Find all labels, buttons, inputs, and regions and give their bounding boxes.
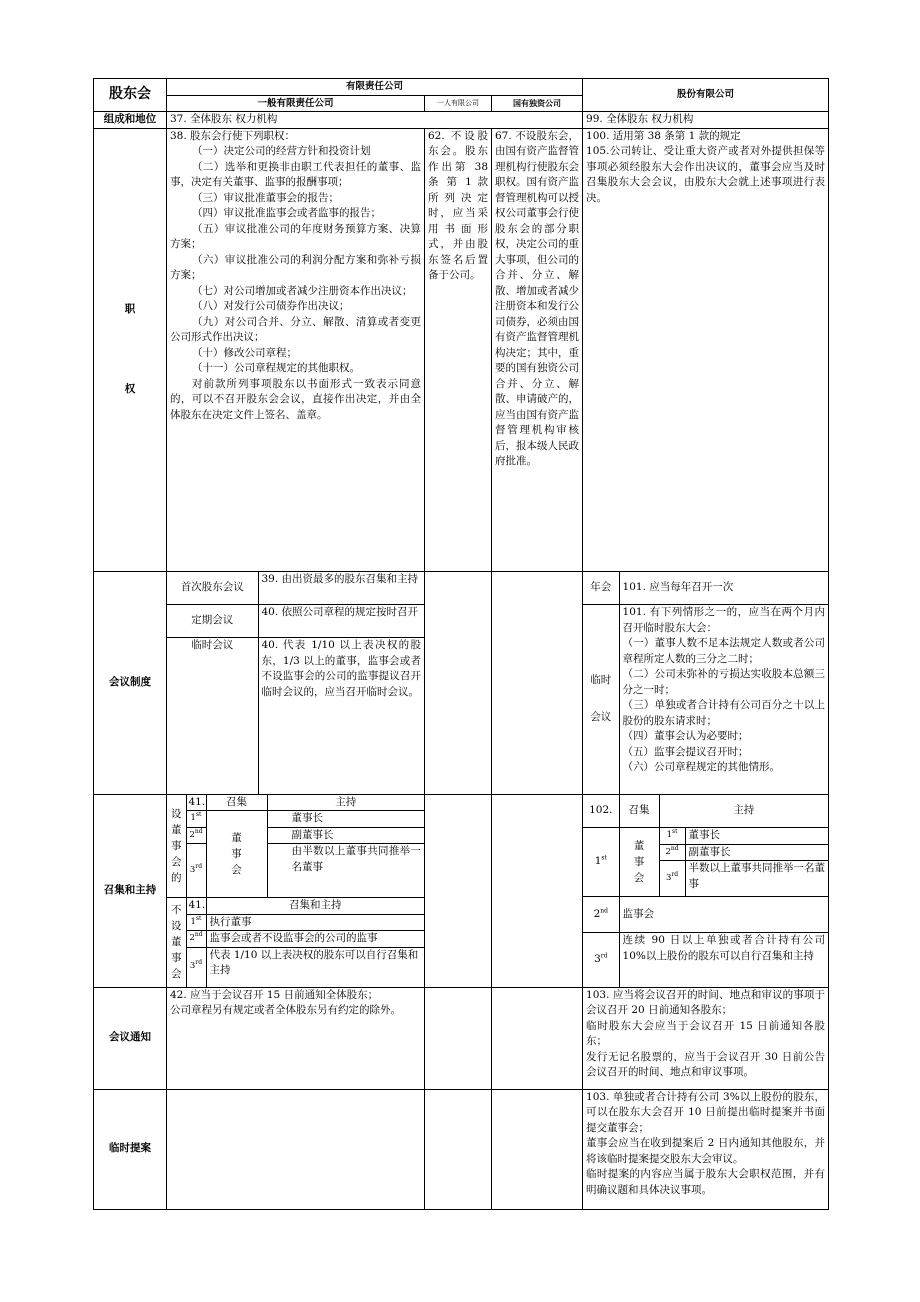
ord-num: 3	[189, 864, 196, 875]
ord-suffix: rd	[671, 870, 679, 878]
first-meeting-name: 首次股东会议	[167, 572, 258, 605]
meetings-jsc	[583, 571, 829, 794]
jsc-interim-line: 101. 有下列情形之一的，应当在两个月内召开临时股东大会：	[622, 606, 826, 634]
convene-header: 召集	[206, 795, 267, 811]
proposal-one-person	[425, 1089, 492, 1209]
jsc-vice-chair: 副董事长	[685, 844, 828, 861]
ord-suffix: nd	[194, 827, 203, 835]
powers-llc-line: （七）对公司增加或者减少注册资本作出决议；	[192, 284, 413, 297]
order-1b	[186, 914, 206, 931]
convening-one-person	[425, 794, 492, 987]
regular-meeting-name: 定期会议	[167, 605, 258, 638]
convening-state-owned	[492, 794, 583, 987]
proposal-jsc-line: 临时提案的内容应当属于股东大会职权范围，并有明确议题和具体决议事项。	[586, 1168, 826, 1196]
jsc-header: 股份有限公司	[583, 79, 829, 112]
jsc-chair: 董事长	[685, 828, 828, 845]
ord-suffix: st	[195, 811, 202, 819]
with-board-label	[167, 795, 186, 898]
board-convener	[206, 811, 267, 898]
powers-label-1: 职	[124, 303, 136, 315]
ord-suffix: rd	[195, 959, 203, 967]
convening-jsc	[583, 794, 829, 987]
meetings-llc	[167, 571, 425, 794]
jsc-convene-header: 召集	[619, 795, 659, 828]
powers-llc-line: （一）决定公司的经营方针和投资计划	[192, 145, 371, 157]
jsc-interim-line: （四）董事会认为必要时；	[622, 730, 749, 742]
annual-meeting-name: 年会	[583, 572, 619, 605]
proposal-jsc	[583, 1089, 829, 1209]
jsc-interim-line: （五）监事会提议召开时；	[622, 745, 749, 758]
proposal-label: 临时提案	[94, 1089, 167, 1209]
jsc-interim-name-1: 临时	[590, 673, 612, 686]
convening-label: 召集和主持	[94, 794, 167, 987]
powers-llc-line: （六）审议批准公司的利润分配方案和弥补亏损方案；	[170, 253, 421, 281]
preside-header: 主持	[267, 795, 424, 811]
interim-meeting-name: 临时会议	[167, 638, 258, 794]
annual-meeting-text: 101. 应当每年召开一次	[619, 572, 828, 605]
board-text: 董事会	[231, 832, 242, 876]
state-owned-header: 国有独资公司	[492, 95, 583, 112]
meetings-state-owned	[492, 571, 583, 794]
art41-b: 41.	[186, 898, 206, 915]
jsc-elected: 半数以上董事共同推举一名董事	[685, 861, 828, 897]
elected-director: 由半数以上董事共同推举一名董事	[267, 844, 424, 898]
jsc-preside-header: 主持	[659, 795, 828, 828]
vice-chair: 副董事长	[267, 827, 424, 844]
one-person-header: 一人有限公司	[425, 95, 492, 112]
ord-num: 3	[189, 961, 196, 972]
jsc-interim-name-2: 会议	[590, 711, 612, 724]
proposal-llc	[167, 1089, 425, 1209]
notice-jsc	[583, 987, 829, 1089]
jsc-interim-text	[619, 605, 828, 794]
meetings-label: 会议制度	[94, 571, 167, 794]
order-2	[186, 827, 206, 844]
supervisor: 监事会或者不设监事会的公司的监事	[206, 931, 424, 948]
powers-jsc	[583, 128, 829, 571]
notice-jsc-line: 发行无记名股票的，应当于会议召开 30 日前公告会议召开的时间、地点和审议事项。	[586, 1050, 826, 1078]
order-3b	[186, 947, 206, 987]
shareholders-meeting-comparison-table	[93, 78, 829, 1210]
composition-label: 组成和地位	[94, 112, 167, 129]
ord-suffix: st	[671, 828, 678, 836]
ord-num: 1	[594, 855, 602, 868]
notice-state-owned	[492, 987, 583, 1089]
ord-suffix: st	[601, 854, 607, 862]
powers-llc-line: 对前款所列事项股东以书面形式一致表示同意的，可以不召开股东会会议，直接作出决定，并由全体股东在决定文件上签名、盖章。	[170, 377, 421, 421]
jsc-board-text: 董事会	[633, 840, 645, 884]
jsc-sub-1	[659, 828, 685, 845]
order-3	[186, 844, 206, 898]
ord-num: 2	[665, 846, 671, 857]
order-2b	[186, 931, 206, 948]
ord-suffix: nd	[600, 907, 608, 915]
ord-num: 1	[190, 813, 196, 823]
regular-meeting-text: 40. 依照公司章程的规定按时召开	[258, 605, 424, 638]
powers-llc-line: （八）对发行公司债券作出决议；	[192, 300, 350, 312]
powers-jsc-line: 105.公司转让、受让重大资产或者对外提供担保等事项必须经股东大会作出决议的，董事会应当及时召集股东大会会议，由股东大会就上述事项进行表决。	[586, 145, 826, 204]
jsc-interim-line: （三）单独或者合计持有公司百分之十以上股份的股东请求时；	[622, 699, 826, 727]
jsc-interim-line: （二）公司未弥补的亏损达实收股本总额三分之一时；	[622, 668, 826, 696]
composition-jsc: 99. 全体股东 权力机构	[583, 112, 829, 129]
chair: 董事长	[267, 811, 424, 828]
shareholder-convene: 代表 1/10 以上表决权的股东可以自行召集和主持	[206, 947, 424, 987]
corner-header: 股东会	[94, 79, 167, 112]
jsc-interim-name	[583, 605, 619, 794]
convening-llc	[167, 794, 425, 987]
powers-jsc-line: 100. 适用第 38 条第 1 款的规定	[586, 129, 741, 142]
powers-llc-line: （三）审议批准董事会的报告；	[192, 191, 339, 204]
powers-state-owned: 67. 不设股东会，由国有资产监督管理机构行使股东会职权。国有资产监督管理机构可以授权公司董事会行使股东会的部分职权，决定公司的重大事项，但公司的合并、分立、解散、增加或者减少注册资本和发行公司债券，必须由国有资产监督管理机构决定；其中，重要的国有独资公司合并、分立、解散、申请破产的，应当由国有资产监督管理机构审核后，报本级人民政府批准。	[492, 128, 583, 571]
proposal-jsc-line: 103. 单独或者合计持有公司 3%以上股份的股东，可以在股东大会召开 10 日前提出临时提案并书面提交董事会；	[586, 1090, 826, 1134]
jsc-board	[619, 828, 659, 897]
powers-label	[94, 128, 167, 571]
powers-llc-line: （九）对公司合并、分立、解散、清算或者变更公司形式作出决议；	[170, 315, 421, 343]
ord-suffix: rd	[600, 952, 608, 960]
notice-jsc-line: 103. 应当将会议召开的时间、地点和审议的事项于会议召开 20 日前通知各股东；	[586, 988, 826, 1016]
ord-num: 1	[666, 830, 672, 840]
ord-suffix: nd	[670, 844, 679, 852]
proposal-state-owned	[492, 1089, 583, 1209]
ord-num: 2	[189, 829, 195, 840]
notice-one-person	[425, 987, 492, 1089]
art41: 41.	[186, 795, 206, 811]
powers-llc-line: （五）审议批准公司的年度财务预算方案、决算方案；	[170, 222, 421, 250]
powers-one-person: 62. 不设股东会。股东作出第 38 条 第 1 款 所列决定时，应当采用书面形式，并由股东签名后置备于公司。	[425, 128, 492, 571]
llc-header: 有限责任公司	[167, 79, 583, 96]
ord-num: 1	[190, 916, 196, 927]
with-board-text: 设董事会的	[171, 807, 182, 884]
ord-num: 2	[189, 933, 195, 943]
composition-llc: 37. 全体股东 权力机构	[167, 112, 583, 129]
first-meeting-text: 39. 由出资最多的股东召集和主持	[258, 572, 424, 605]
jsc-shareholder: 连续 90 日以上单独或者合计持有公司 10%以上股份的股东可以自行召集和主持	[619, 933, 828, 987]
convene-preside-header: 召集和主持	[206, 898, 424, 915]
notice-jsc-line: 临时股东大会应当于会议召开 15 日前通知各股东；	[586, 1019, 826, 1047]
notice-llc	[167, 987, 425, 1089]
jsc-order-1	[583, 828, 619, 897]
powers-llc-line: （十一）公司章程规定的其他职权。	[192, 362, 360, 374]
powers-llc-line: 38. 股东会行使下列职权：	[170, 129, 296, 142]
notice-label: 会议通知	[94, 987, 167, 1089]
jsc-interim-line: （六）公司章程规定的其他情形。	[622, 761, 781, 773]
jsc-sub-2	[659, 844, 685, 861]
proposal-jsc-line: 董事会应当在收到提案后 2 日内通知其他股东，并将该临时提案提交股东大会审议。	[586, 1137, 826, 1165]
notice-llc-line: 42. 应当于会议召开 15 日前通知全体股东；	[170, 988, 379, 1001]
jsc-interim-line: （一）董事人数不足本法规定人数或者公司章程所定人数的三分之二时；	[622, 637, 826, 665]
powers-llc-line: （二）选举和更换非由职工代表担任的董事、监事，决定有关董事、监事的报酬事项；	[170, 160, 421, 188]
without-board-text: 不设董事会	[171, 904, 182, 981]
ord-suffix: st	[195, 914, 202, 922]
ord-suffix: rd	[195, 862, 203, 870]
ord-num: 2	[593, 907, 601, 920]
meetings-one-person	[425, 571, 492, 794]
order-1	[186, 811, 206, 828]
notice-llc-line: 公司章程另有规定或者全体股东另有约定的除外。	[170, 1004, 401, 1016]
general-llc-header: 一般有限责任公司	[167, 95, 425, 112]
ord-suffix: nd	[194, 931, 203, 939]
powers-label-2: 权	[124, 382, 136, 395]
without-board-label	[167, 898, 186, 987]
interim-meeting-text: 40. 代表 1/10 以上表决权的股东，1/3 以上的董事，监事会或者不设监事会的公司的监事提议召开临时会议的，应当召开临时会议。	[258, 638, 424, 794]
powers-llc-line: （四）审议批准监事会或者监事的报告；	[192, 207, 381, 219]
jsc-supervisory: 监事会	[619, 897, 828, 933]
jsc-art: 102.	[583, 795, 619, 828]
powers-llc	[167, 128, 425, 571]
ord-num: 3	[665, 872, 672, 883]
exec-director: 执行董事	[206, 914, 424, 931]
ord-num: 3	[594, 953, 601, 965]
jsc-sub-3	[659, 861, 685, 897]
jsc-order-3	[583, 933, 619, 987]
jsc-order-2	[583, 897, 619, 933]
powers-llc-line: （十）修改公司章程；	[192, 346, 297, 359]
